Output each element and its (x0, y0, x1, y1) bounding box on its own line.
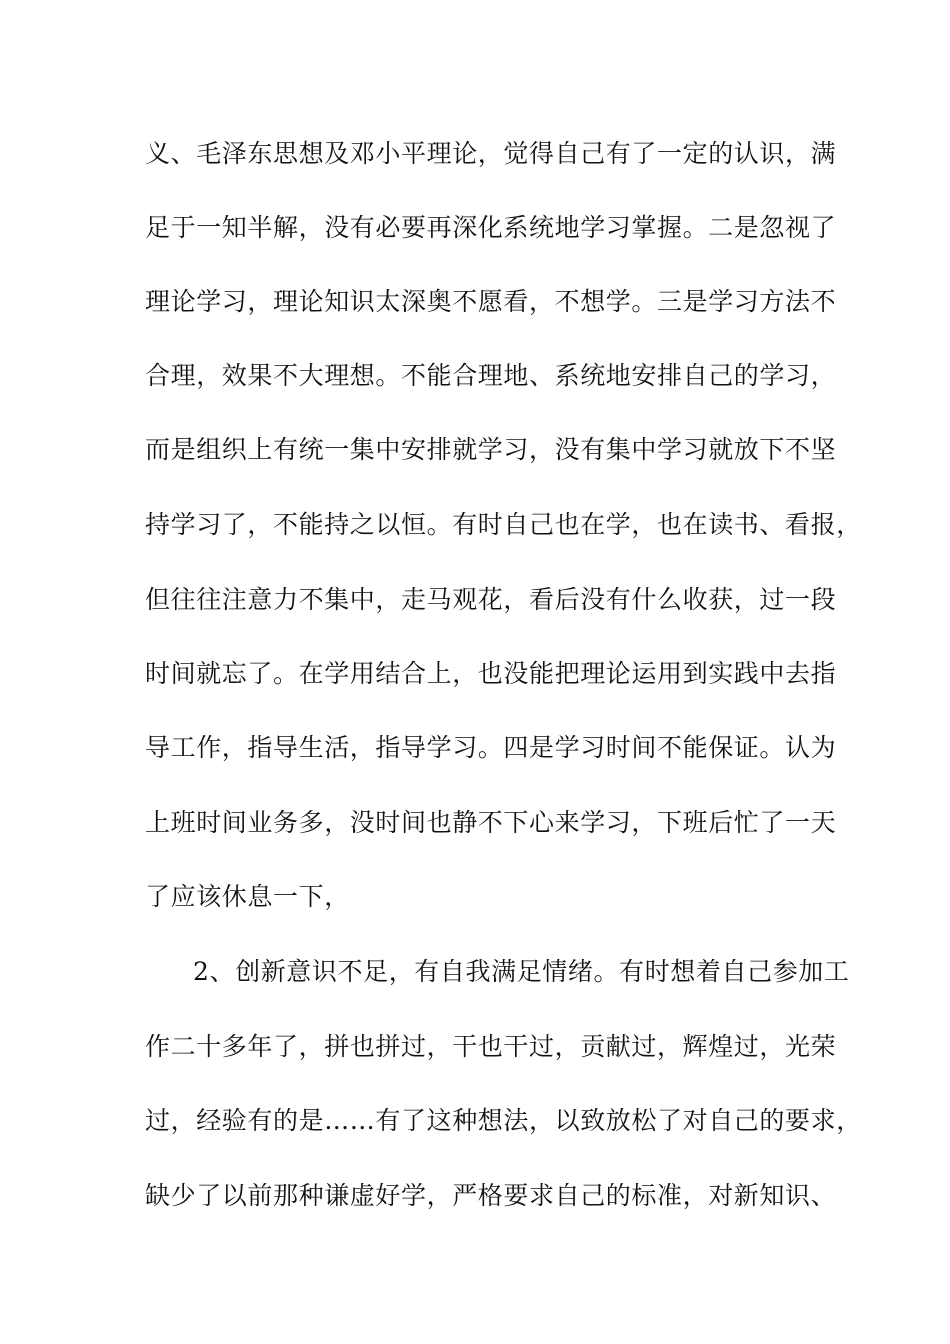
text-line: 过，经验有的是……有了这种想法，以致放松了对自己的要求， (145, 1106, 862, 1135)
paragraph-first-line: 2、创新意识不足，有自我满足情绪。有时想着自己参加工 (193, 957, 850, 986)
text-line: 导工作，指导生活，指导学习。四是学习时间不能保证。认为 (145, 733, 837, 762)
text-line: 持学习了，不能持之以恒。有时自己也在学，也在读书、看报， (145, 510, 862, 539)
text-line: 合理，效果不大理想。不能合理地、系统地安排自己的学习， (145, 361, 837, 390)
text-line: 而是组织上有统一集中安排就学习，没有集中学习就放下不坚 (145, 435, 837, 464)
text-line: 理论学习，理论知识太深奥不愿看，不想学。三是学习方法不 (145, 287, 837, 316)
text-line: 足于一知半解，没有必要再深化系统地学习掌握。二是忽视了 (145, 213, 837, 242)
text-line: 时间就忘了。在学用结合上，也没能把理论运用到实践中去指 (145, 659, 837, 688)
text-line: 了应该休息一下， (145, 882, 350, 911)
text-line: 上班时间业务多，没时间也静不下心来学习，下班后忙了一天 (145, 808, 837, 837)
text-line: 义、毛泽东思想及邓小平理论，觉得自己有了一定的认识，满 (145, 139, 837, 168)
text-line: 作二十多年了，拼也拼过，干也干过，贡献过，辉煌过，光荣 (145, 1032, 837, 1061)
text-line: 但往往注意力不集中，走马观花，看后没有什么收获，过一段 (145, 585, 837, 614)
text-line: 缺少了以前那种谦虚好学，严格要求自己的标准，对新知识、 (145, 1181, 837, 1210)
